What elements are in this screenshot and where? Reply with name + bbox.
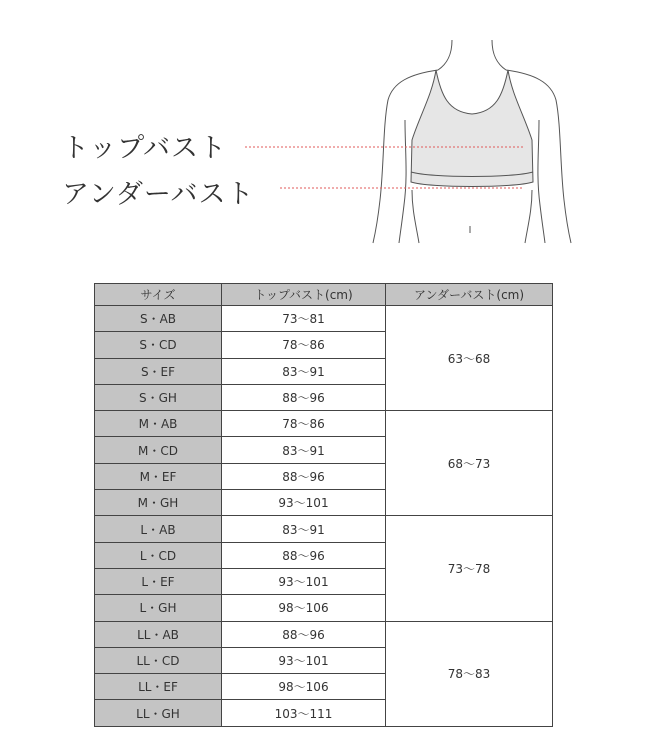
top-bust-cell: 78〜86	[222, 411, 386, 437]
size-cell: M・EF	[95, 463, 222, 489]
size-cell: L・EF	[95, 568, 222, 594]
under-bust-cell: 73〜78	[386, 516, 553, 621]
size-cell: L・CD	[95, 542, 222, 568]
top-bust-cell: 88〜96	[222, 621, 386, 647]
top-bust-cell: 88〜96	[222, 384, 386, 410]
top-bust-cell: 98〜106	[222, 595, 386, 621]
size-cell: LL・AB	[95, 621, 222, 647]
table-row	[95, 306, 553, 332]
under-bust-label: アンダーバスト	[62, 179, 255, 210]
top-bust-cell: 88〜96	[222, 463, 386, 489]
header-top-bust: トップバスト(cm)	[222, 284, 386, 306]
size-cell: S・EF	[95, 358, 222, 384]
header-size: サイズ	[95, 284, 222, 306]
top-bust-cell: 83〜91	[222, 516, 386, 542]
size-cell: S・AB	[95, 306, 222, 332]
bra-shape	[411, 70, 533, 187]
under-bust-cell: 68〜73	[386, 411, 553, 516]
bust-measurement-figure	[0, 0, 650, 260]
top-bust-cell: 73〜81	[222, 306, 386, 332]
size-cell: S・GH	[95, 384, 222, 410]
top-bust-cell: 83〜91	[222, 437, 386, 463]
size-cell: S・CD	[95, 332, 222, 358]
top-bust-cell: 93〜101	[222, 647, 386, 673]
table-row	[95, 621, 553, 647]
table-header-row	[95, 284, 553, 306]
size-cell: M・GH	[95, 490, 222, 516]
size-cell: LL・GH	[95, 700, 222, 726]
size-cell: M・AB	[95, 411, 222, 437]
top-bust-cell: 83〜91	[222, 358, 386, 384]
top-bust-cell: 103〜111	[222, 700, 386, 726]
table-row	[95, 516, 553, 542]
table-row	[95, 411, 553, 437]
size-cell: LL・EF	[95, 674, 222, 700]
under-bust-cell: 63〜68	[386, 306, 553, 411]
top-bust-cell: 98〜106	[222, 674, 386, 700]
size-cell: LL・CD	[95, 647, 222, 673]
size-cell: M・CD	[95, 437, 222, 463]
top-bust-cell: 78〜86	[222, 332, 386, 358]
header-under-bust: アンダーバスト(cm)	[386, 284, 553, 306]
top-bust-cell: 93〜101	[222, 568, 386, 594]
size-cell: L・GH	[95, 595, 222, 621]
under-bust-cell: 78〜83	[386, 621, 553, 726]
top-bust-cell: 93〜101	[222, 490, 386, 516]
top-bust-label: トップバスト	[62, 133, 228, 164]
size-chart-table	[94, 283, 553, 727]
size-cell: L・AB	[95, 516, 222, 542]
top-bust-cell: 88〜96	[222, 542, 386, 568]
